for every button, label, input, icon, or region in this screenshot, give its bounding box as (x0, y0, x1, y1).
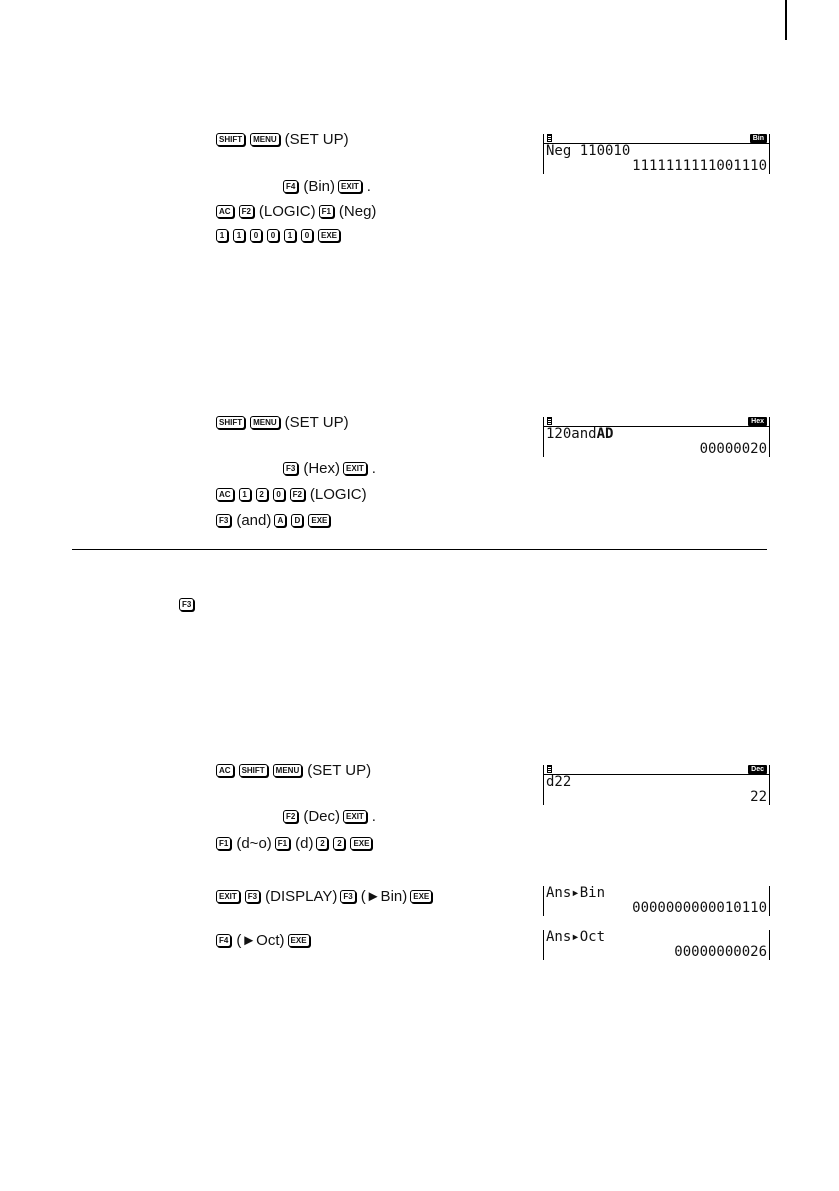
key-digit: 1 (216, 229, 228, 242)
key-digit: 1 (233, 229, 245, 242)
step-label: (DISPLAY) (265, 888, 338, 905)
step-label: (SET UP) (284, 131, 349, 148)
screen-status-bar (544, 134, 769, 144)
key-exit: EXIT (343, 810, 367, 823)
mode-badge: Hex (748, 417, 767, 426)
ex3-step-bin (216, 888, 434, 905)
key-f1: F1 (275, 837, 290, 850)
key-d: D (291, 514, 303, 527)
step-label: (SET UP) (284, 414, 349, 431)
key-f2: F2 (290, 488, 305, 501)
key-f2: F2 (239, 205, 254, 218)
key-f3: F3 (340, 890, 355, 903)
section-divider (72, 549, 767, 550)
key-digit: 1 (239, 488, 251, 501)
key-a: A (274, 514, 286, 527)
key-menu: MENU (273, 764, 303, 777)
ex3-step-oct (216, 932, 312, 949)
calc-screen-ex3-oct (543, 930, 770, 960)
screen-input-line: Ans▸Bin (546, 885, 606, 901)
battery-icon (547, 765, 552, 773)
screen-result-line: 0000000000010110 (632, 900, 767, 916)
step-label: (LOGIC) (258, 203, 316, 220)
battery-icon (547, 417, 552, 425)
key-exe: EXE (308, 514, 330, 527)
key-f3: F3 (179, 598, 194, 611)
input-plain: 120and (546, 426, 597, 442)
ex2-step-hex (283, 460, 376, 477)
key-f3: F3 (216, 514, 231, 527)
ex3-step-setup (216, 762, 371, 779)
step-end: . (366, 178, 371, 195)
ex3-step-d22 (216, 835, 374, 852)
key-f4: F4 (283, 180, 298, 193)
key-exit: EXIT (216, 890, 240, 903)
step-end: . (371, 460, 376, 477)
key-menu: MENU (250, 133, 280, 146)
step-label: (and) (236, 512, 272, 529)
step-label: (SET UP) (307, 762, 372, 779)
key-digit: 0 (273, 488, 285, 501)
step-label: (d) (295, 835, 314, 852)
ex2-step-setup (216, 414, 349, 431)
step-label: (d~o) (236, 835, 272, 852)
section-f3-key (179, 598, 196, 611)
step-label: (LOGIC) (309, 486, 367, 503)
calc-screen-ex2 (543, 417, 770, 457)
ex3-step-dec (283, 808, 376, 825)
key-f1: F1 (216, 837, 231, 850)
key-ac: AC (216, 764, 234, 777)
step-label: (►Bin) (360, 888, 408, 905)
key-exe: EXE (410, 890, 432, 903)
page-edge-mark (785, 0, 787, 40)
key-digit: 0 (250, 229, 262, 242)
key-shift: SHIFT (216, 416, 245, 429)
key-exit: EXIT (338, 180, 362, 193)
key-digit: 2 (333, 837, 345, 850)
key-exit: EXIT (343, 462, 367, 475)
step-label: (Neg) (338, 203, 377, 220)
ex2-step-logic (216, 486, 367, 503)
key-shift: SHIFT (239, 764, 268, 777)
key-exe: EXE (350, 837, 372, 850)
key-digit: 1 (284, 229, 296, 242)
key-digit: 2 (316, 837, 328, 850)
screen-status-bar (544, 417, 769, 427)
mode-badge: Bin (750, 134, 767, 143)
key-f3: F3 (245, 890, 260, 903)
screen-result-line: 00000000026 (674, 944, 767, 960)
step-label: (►Oct) (236, 932, 285, 949)
ex1-step-setup (216, 131, 349, 148)
key-exe: EXE (318, 229, 340, 242)
screen-result-line: 22 (750, 789, 767, 805)
calc-screen-ex1 (543, 134, 770, 174)
key-f2: F2 (283, 810, 298, 823)
screen-input-line: Ans▸Oct (546, 929, 606, 945)
key-f4: F4 (216, 934, 231, 947)
step-label: (Hex) (303, 460, 341, 477)
screen-result-line: 1111111111001110 (632, 158, 767, 174)
screen-input-line (544, 427, 769, 442)
step-label: (Dec) (303, 808, 341, 825)
key-digit: 0 (267, 229, 279, 242)
key-ac: AC (216, 205, 234, 218)
ex1-step-digits (216, 229, 342, 242)
input-bold: AD (596, 426, 614, 442)
step-label: (Bin) (303, 178, 336, 195)
ex2-step-and (216, 512, 332, 529)
ex1-step-bin (283, 178, 371, 195)
screen-status-bar (544, 765, 769, 775)
key-f1: F1 (319, 205, 334, 218)
battery-icon (547, 134, 552, 142)
key-digit: 0 (301, 229, 313, 242)
key-shift: SHIFT (216, 133, 245, 146)
step-end: . (371, 808, 376, 825)
mode-badge: Dec (748, 765, 767, 774)
key-digit: 2 (256, 488, 268, 501)
key-ac: AC (216, 488, 234, 501)
calc-screen-ex3-bin (543, 886, 770, 916)
calc-screen-ex3-dec (543, 765, 770, 805)
ex1-step-logic (216, 203, 376, 220)
screen-result-line: 00000020 (699, 441, 767, 457)
screen-input-line: d22 (546, 774, 572, 790)
key-menu: MENU (250, 416, 280, 429)
key-exe: EXE (288, 934, 310, 947)
screen-input-line: Neg 110010 (546, 143, 631, 159)
key-f3: F3 (283, 462, 298, 475)
